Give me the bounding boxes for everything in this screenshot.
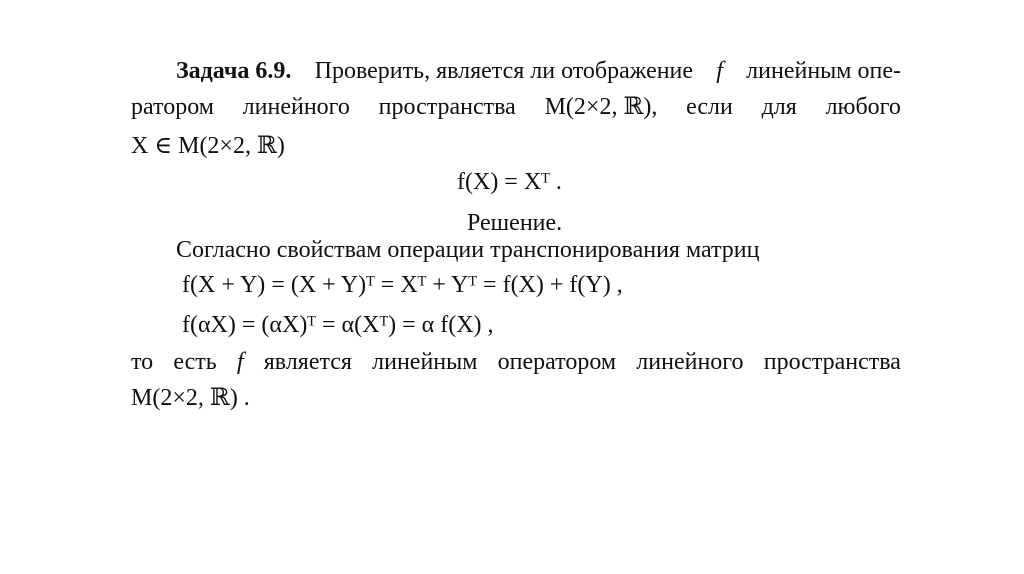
task-line-1 — [176, 56, 901, 86]
formula-homogeneity-text: f(αX) = (αX)ᵀ = α(Xᵀ) = α f(X) , — [182, 312, 494, 338]
main-formula — [457, 167, 562, 197]
task-text-part1: Проверить, является ли отображение — [314, 58, 694, 84]
conclusion-word: то — [131, 349, 154, 375]
task-line-2-word: если — [686, 94, 733, 120]
task-line-2-word: M(2×2, ℝ), — [544, 94, 658, 120]
conclusion-end-line — [131, 383, 250, 413]
conclusion-word: f — [236, 349, 244, 375]
solution-heading-line — [467, 208, 562, 238]
conclusion-end: M(2×2, ℝ) . — [131, 385, 250, 411]
conclusion-line — [131, 347, 901, 377]
conclusion-word: линейного — [636, 349, 744, 375]
task-line-2 — [131, 92, 901, 122]
conclusion-word: линейным — [372, 349, 478, 375]
matrix-space-condition: X ∈ M(2×2, ℝ) — [131, 133, 285, 159]
solution-intro-line — [176, 235, 759, 265]
task-text-part2: линейным опе- — [746, 58, 901, 84]
task-line-2-word: пространства — [378, 94, 516, 120]
formula-additivity-text: f(X + Y) = (X + Y)ᵀ = Xᵀ + Yᵀ = f(X) + f(Y) , — [182, 272, 623, 298]
task-line-2-word: для — [761, 94, 797, 120]
conclusion-word: оператором — [497, 349, 617, 375]
formula-additivity — [182, 270, 623, 300]
task-line-2-word: любого — [825, 94, 901, 120]
task-line-3 — [131, 131, 285, 161]
conclusion-word: пространства — [763, 349, 901, 375]
task-title: Задача 6.9. — [176, 58, 292, 84]
formula-homogeneity — [182, 310, 494, 340]
task-line-2-word: линейного — [242, 94, 350, 120]
solution-heading: Решение. — [467, 210, 563, 236]
conclusion-word: является — [263, 349, 352, 375]
main-formula-text: f(X) = Xᵀ . — [457, 169, 562, 195]
func-symbol: f — [716, 58, 723, 84]
task-line-2-word: ратором — [131, 94, 214, 120]
solution-intro: Согласно свойствам операции транспонирования матриц — [176, 237, 760, 263]
conclusion-word: есть — [173, 349, 217, 375]
